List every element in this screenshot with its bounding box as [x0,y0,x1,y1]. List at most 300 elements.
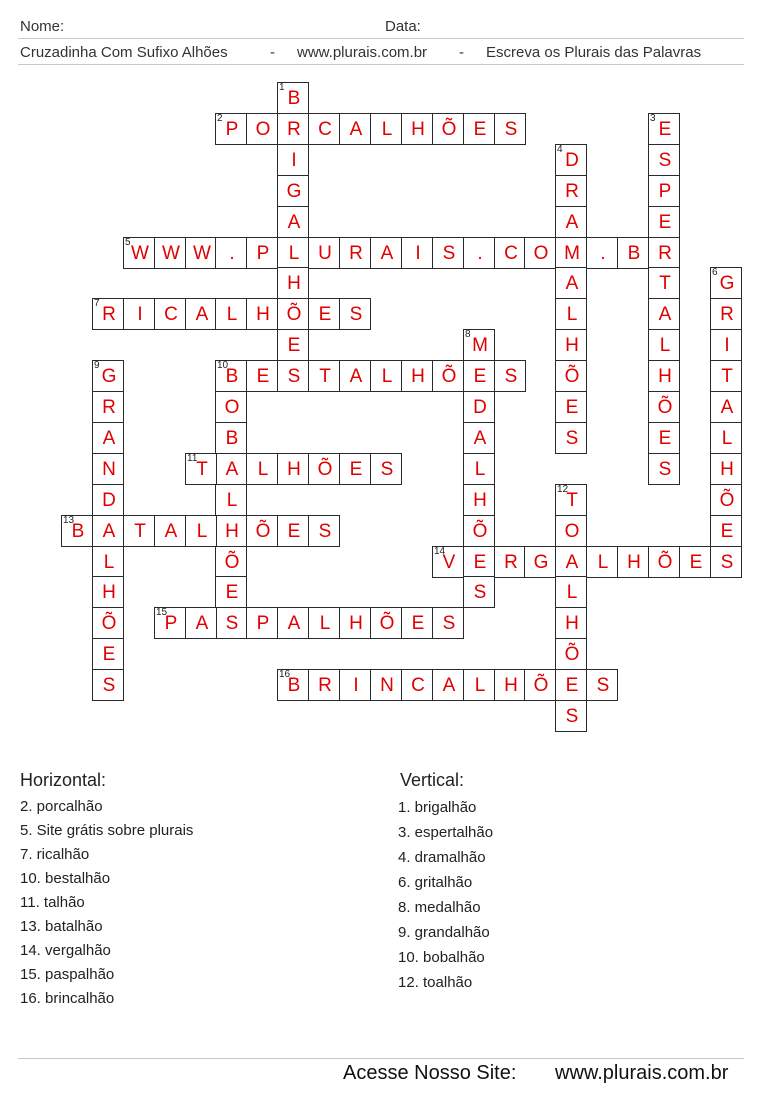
horizontal-clue: 13. batalhão [20,918,103,935]
cell-letter: Õ [533,675,549,696]
cell-letter: A [349,119,363,140]
cell-letter: Õ [379,613,395,634]
crossword-cell[interactable] [277,267,309,299]
cell-letter: A [287,212,301,233]
crossword-cell[interactable] [92,422,124,454]
cell-letter: L [566,304,578,325]
cell-letter: H [627,552,641,573]
crossword-cell[interactable] [617,546,649,578]
cell-letter: H [720,459,734,480]
cell-letter: H [225,521,239,542]
cell-letter: D [565,150,579,171]
crossword-cell[interactable] [246,360,278,392]
crossword-cell[interactable] [494,237,526,269]
crossword-cell[interactable] [308,360,340,392]
crossword-cell[interactable] [432,607,464,639]
crossword-cell[interactable] [215,298,247,330]
vertical-clue: 6. gritalhão [398,874,473,891]
crossword-cell[interactable] [92,298,124,330]
crossword-cell[interactable] [401,113,433,145]
crossword-cell[interactable] [370,113,402,145]
crossword-cell[interactable] [277,515,309,547]
crossword-cell[interactable] [277,144,309,176]
crossword-cell[interactable] [277,669,309,701]
crossword-cell[interactable] [648,175,680,207]
crossword-cell[interactable] [555,298,587,330]
cell-letter: W [162,243,180,264]
crossword-cell[interactable] [679,546,711,578]
crossword-cell[interactable] [277,237,309,269]
vertical-clue: 9. grandalhão [398,924,490,941]
crossword-cell[interactable] [555,546,587,578]
crossword-cell[interactable] [710,546,742,578]
cell-letter: S [225,613,239,634]
cell-letter: L [288,243,300,264]
crossword-cell[interactable] [339,113,371,145]
cell-letter: T [196,459,208,480]
cell-letter: P [164,613,178,634]
cell-letter: E [658,119,672,140]
cell-letter: H [504,675,518,696]
crossword-cell[interactable] [555,237,587,269]
cell-letter: S [442,613,456,634]
crossword-cell[interactable] [463,329,495,361]
crossword-cell[interactable] [185,607,217,639]
crossword-cell[interactable] [710,360,742,392]
crossword-cell[interactable] [215,453,247,485]
crossword-cell[interactable] [463,515,495,547]
data-label: Data: [385,18,421,35]
cell-letter: Õ [317,459,333,480]
crossword-cell[interactable] [308,453,340,485]
crossword-cell[interactable] [555,267,587,299]
cell-letter: . [600,243,606,264]
cell-letter: H [658,366,672,387]
cell-letter: I [724,335,730,356]
crossword-cell[interactable] [648,113,680,145]
crossword-cell[interactable] [648,329,680,361]
clue-number: 11 [187,453,198,464]
crossword-cell[interactable] [277,329,309,361]
crossword-cell[interactable] [463,391,495,423]
crossword-cell[interactable] [710,515,742,547]
crossword-cell[interactable] [648,453,680,485]
clue-number: 9 [94,360,100,371]
crossword-cell[interactable] [555,576,587,608]
crossword-cell[interactable] [555,329,587,361]
crossword-cell[interactable] [401,360,433,392]
cell-letter: I [353,675,359,696]
horizontal-clue: 5. Site grátis sobre plurais [20,822,194,839]
cell-letter: M [472,335,488,356]
cell-letter: A [658,304,672,325]
cell-letter: S [318,521,332,542]
crossword-cell[interactable] [648,391,680,423]
cell-letter: P [256,613,270,634]
vertical-clue: 10. bobalhão [398,949,485,966]
cell-letter: E [658,212,672,233]
crossword-cell[interactable] [92,453,124,485]
cell-letter: E [473,119,487,140]
crossword-cell[interactable] [463,484,495,516]
vertical-clue: 4. dramalhão [398,849,486,866]
crossword-cell[interactable] [710,267,742,299]
cell-letter: A [442,675,456,696]
crossword-cell[interactable] [246,607,278,639]
cell-letter: A [565,552,579,573]
cell-letter: L [319,613,331,634]
cell-letter: R [349,243,363,264]
crossword-cell[interactable] [463,422,495,454]
cell-letter: C [164,304,178,325]
crossword-cell[interactable] [277,298,309,330]
crossword-cell[interactable] [123,237,155,269]
clue-number: 4 [557,144,563,155]
crossword-cell[interactable] [648,237,680,269]
cell-letter: S [349,304,363,325]
crossword-cell[interactable] [648,360,680,392]
cell-letter: E [658,428,672,449]
crossword-cell[interactable] [215,360,247,392]
crossword-cell[interactable] [432,546,464,578]
cell-letter: E [565,397,579,418]
crossword-cell[interactable] [432,237,464,269]
clue-number: 6 [712,267,718,278]
title-separator: - [459,44,464,61]
worksheet-instruction: Escreva os Plurais das Palavras [486,44,702,61]
crossword-cell[interactable] [246,298,278,330]
cell-letter: S [720,552,734,573]
crossword-cell[interactable] [463,576,495,608]
cell-letter: E [473,366,487,387]
cell-letter: S [658,150,672,171]
cell-letter: W [193,243,211,264]
crossword-cell[interactable] [277,607,309,639]
horizontal-clue: 7. ricalhão [20,846,90,863]
crossword-cell[interactable] [185,515,217,547]
clue-number: 7 [94,298,100,309]
crossword-cell[interactable] [339,607,371,639]
horizontal-clue: 2. porcalhão [20,798,103,815]
crossword-cell[interactable] [123,298,155,330]
cell-letter: R [658,243,672,264]
cell-letter: P [658,181,672,202]
cell-letter: T [721,366,733,387]
crossword-cell[interactable] [710,298,742,330]
crossword-cell[interactable] [92,546,124,578]
crossword-cell[interactable] [555,669,587,701]
cell-letter: L [721,428,733,449]
crossword-cell[interactable] [246,113,278,145]
crossword-cell[interactable] [524,546,556,578]
crossword-cell[interactable] [277,206,309,238]
footer-site-link[interactable]: www.plurais.com.br [555,1062,729,1084]
crossword-cell[interactable] [215,546,247,578]
cell-letter: H [287,273,301,294]
horizontal-clue: 16. brincalhão [20,990,115,1007]
crossword-cell[interactable] [710,391,742,423]
cell-letter: E [225,582,239,603]
crossword-cell[interactable] [710,422,742,454]
cell-letter: L [597,552,609,573]
crossword-cell[interactable] [463,113,495,145]
crossword-cell[interactable] [710,484,742,516]
crossword-cell[interactable] [463,453,495,485]
crossword-cell[interactable] [370,360,402,392]
crossword-cell[interactable] [586,669,618,701]
cell-letter: O [255,119,271,140]
cell-letter: Õ [101,613,117,634]
crossword-cell[interactable] [215,422,247,454]
crossword-cell[interactable] [185,453,217,485]
cell-letter: D [102,490,116,511]
crossword-cell[interactable] [494,669,526,701]
crossword-cell[interactable] [92,360,124,392]
crossword-cell[interactable] [524,669,556,701]
clue-number: 3 [650,113,656,124]
crossword-cell[interactable] [154,515,186,547]
crossword-cell[interactable] [648,298,680,330]
cell-letter: L [226,490,238,511]
cell-letter: . [477,243,483,264]
crossword-cell[interactable] [215,576,247,608]
crossword-cell[interactable] [370,237,402,269]
crossword-cell[interactable] [308,298,340,330]
cell-letter: Õ [441,119,457,140]
crossword-cell[interactable] [463,669,495,701]
crossword-cell[interactable] [123,515,155,547]
clue-number: 14 [434,546,446,557]
crossword-cell[interactable] [308,113,340,145]
crossword-cell[interactable] [339,669,371,701]
crossword-cell[interactable] [555,175,587,207]
crossword-cell[interactable] [617,237,649,269]
crossword-cell[interactable] [215,391,247,423]
crossword-cell[interactable] [648,206,680,238]
clue-number: 2 [217,113,223,124]
crossword-cell[interactable] [555,484,587,516]
crossword-cell[interactable] [401,607,433,639]
crossword-cell[interactable] [555,391,587,423]
cell-letter: E [473,552,487,573]
crossword-cell[interactable] [586,237,618,269]
crossword-cell[interactable] [555,206,587,238]
crossword-cell[interactable] [524,237,556,269]
crossword-cell[interactable] [308,669,340,701]
horizontal-clue: 15. paspalhão [20,966,115,983]
crossword-cell[interactable] [92,391,124,423]
cell-letter: H [349,613,363,634]
crossword-cell[interactable] [154,607,186,639]
cell-letter: S [504,366,518,387]
cell-letter: L [659,335,671,356]
footer-label: Acesse Nosso Site: [343,1062,517,1084]
crossword-cell[interactable] [555,515,587,547]
crossword-cell[interactable] [648,267,680,299]
crossword-cell[interactable] [246,453,278,485]
crossword-cell[interactable] [215,484,247,516]
crossword-cell[interactable] [370,607,402,639]
crossword-cell[interactable] [215,237,247,269]
crossword-cell[interactable] [586,546,618,578]
crossword-cell[interactable] [710,453,742,485]
cell-letter: A [195,613,209,634]
crossword-cell[interactable] [308,515,340,547]
cell-letter: L [474,459,486,480]
cell-letter: E [287,521,301,542]
crossword-cell[interactable] [370,453,402,485]
cell-letter: N [380,675,394,696]
crossword-cell[interactable] [463,546,495,578]
cell-letter: R [720,304,734,325]
cell-letter: E [689,552,703,573]
cell-letter: A [473,428,487,449]
crossword-cell[interactable] [92,638,124,670]
crossword-cell[interactable] [463,360,495,392]
cell-letter: R [318,675,332,696]
cell-letter: Õ [657,397,673,418]
cell-letter: Õ [564,644,580,665]
cell-letter: U [318,243,332,264]
cell-letter: L [103,552,115,573]
crossword-cell[interactable] [555,422,587,454]
crossword-cell[interactable] [277,113,309,145]
crossword-cell[interactable] [648,546,680,578]
clue-number: 5 [125,237,131,248]
cell-letter: R [287,119,301,140]
crossword-cell[interactable] [339,453,371,485]
crossword-cell[interactable] [215,515,247,547]
cell-letter: T [566,490,578,511]
crossword-cell[interactable] [215,113,247,145]
footer-divider [18,1058,744,1059]
crossword-cell[interactable] [432,360,464,392]
crossword-cell[interactable] [246,237,278,269]
cell-letter: E [287,335,301,356]
crossword-cell[interactable] [555,700,587,732]
vertical-clue: 3. espertalhão [398,824,494,841]
cell-letter: E [565,675,579,696]
cell-letter: E [720,521,734,542]
crossword-cell[interactable] [215,607,247,639]
cell-letter: A [720,397,734,418]
cell-letter: Õ [564,366,580,387]
cell-letter: O [224,397,240,418]
crossword-cell[interactable] [92,515,124,547]
cell-letter: C [504,243,518,264]
cell-letter: L [381,119,393,140]
crossword-cell[interactable] [648,144,680,176]
cell-letter: S [442,243,456,264]
crossword-cell[interactable] [277,175,309,207]
cell-letter: S [504,119,518,140]
clue-number: 10 [217,360,229,371]
cell-letter: L [196,521,208,542]
crossword-cell[interactable] [339,298,371,330]
crossword-cell[interactable] [246,515,278,547]
cell-letter: E [349,459,363,480]
cell-letter: A [565,273,579,294]
crossword-cell[interactable] [277,82,309,114]
cell-letter: A [287,613,301,634]
cell-letter: C [411,675,425,696]
crossword-cell[interactable] [555,144,587,176]
crossword-cell[interactable] [339,237,371,269]
crossword-cell[interactable] [494,113,526,145]
cell-letter: P [225,119,239,140]
crossword-cell[interactable] [370,669,402,701]
cell-letter: Õ [224,552,240,573]
crossword-cell[interactable] [432,113,464,145]
cell-letter: R [565,181,579,202]
crossword-cell[interactable] [401,669,433,701]
crossword-cell[interactable] [494,360,526,392]
crossword-cell[interactable] [154,298,186,330]
crossword-cell[interactable] [339,360,371,392]
crossword-cell[interactable] [555,638,587,670]
nome-label: Nome: [20,18,65,35]
cell-letter: B [225,366,239,387]
cell-letter: A [195,304,209,325]
cell-letter: R [504,552,518,573]
crossword-cell[interactable] [92,484,124,516]
crossword-cell[interactable] [463,237,495,269]
cell-letter: O [564,521,580,542]
crossword-cell[interactable] [185,298,217,330]
clue-number: 8 [465,329,471,340]
cell-letter: G [101,366,117,387]
crossword-cell[interactable] [185,237,217,269]
cell-letter: L [566,582,578,603]
crossword-cell[interactable] [277,453,309,485]
cell-letter: S [287,366,301,387]
cell-letter: Õ [441,366,457,387]
crossword-cell[interactable] [401,237,433,269]
crossword-cell[interactable] [92,669,124,701]
cell-letter: G [533,552,549,573]
cell-letter: E [411,613,425,634]
cell-letter: P [256,243,270,264]
crossword-cell[interactable] [154,237,186,269]
crossword-cell[interactable] [92,576,124,608]
crossword-cell[interactable] [555,360,587,392]
cell-letter: H [256,304,270,325]
crossword-cell[interactable] [92,607,124,639]
cell-letter: H [411,119,425,140]
crossword-cell[interactable] [710,329,742,361]
cell-letter: H [102,582,116,603]
cell-letter: H [287,459,301,480]
crossword-cell[interactable] [648,422,680,454]
crossword-cell[interactable] [555,607,587,639]
cell-letter: H [565,335,579,356]
crossword-cell[interactable] [494,546,526,578]
cell-letter: O [533,243,549,264]
crossword-cell[interactable] [432,669,464,701]
cell-letter: I [415,243,421,264]
cell-letter: A [102,521,116,542]
crossword-cell[interactable] [61,515,93,547]
vertical-clues-title: Vertical: [400,770,465,790]
cell-letter: G [286,181,302,202]
crossword-cell[interactable] [308,607,340,639]
cell-letter: B [287,88,301,109]
crossword-cell[interactable] [277,360,309,392]
clue-number: 16 [279,669,291,680]
crossword-cell[interactable] [308,237,340,269]
cell-letter: B [627,243,641,264]
cell-letter: S [380,459,394,480]
